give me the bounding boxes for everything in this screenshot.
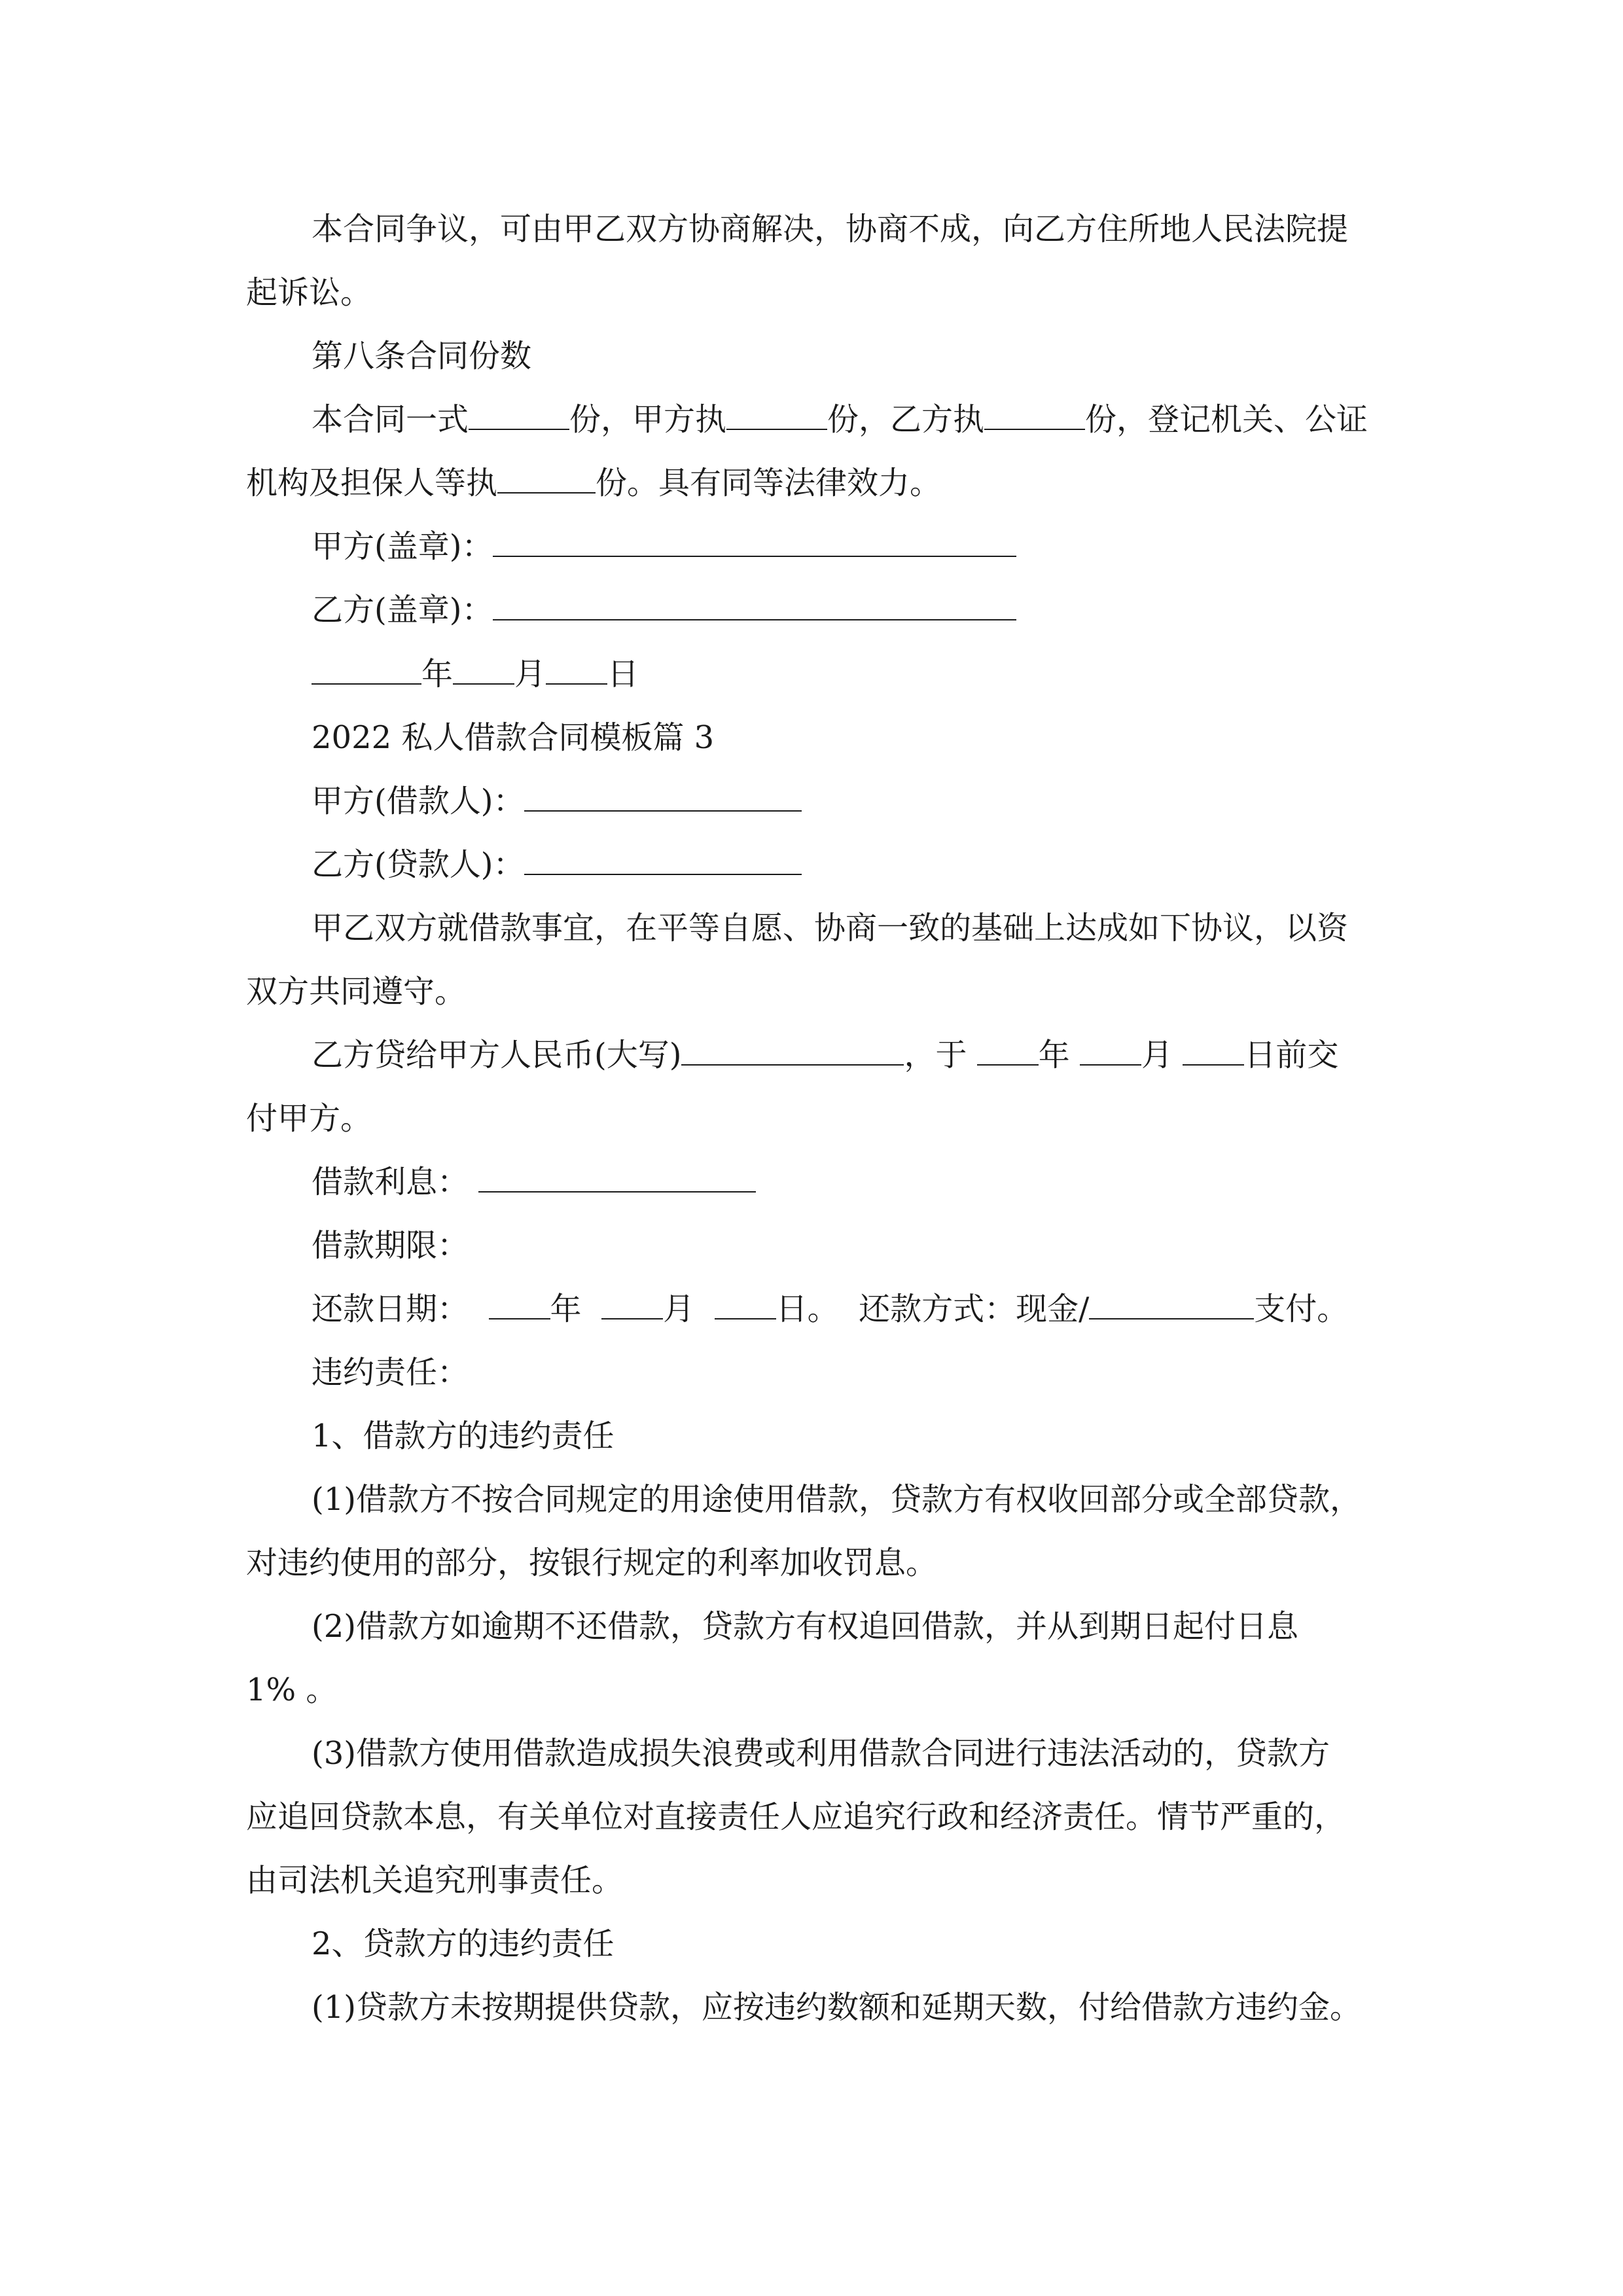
copies-line-1 (312, 400, 1378, 439)
repayment-line (312, 1289, 1378, 1329)
agreement-line-2: 双方共同遵守。 (246, 973, 467, 1010)
agreement-line-1: 甲乙双方就借款事宜，在平等自愿、协商一致的基础上达成如下协议，以资 (312, 910, 1349, 946)
loan-day-label: 日前交 (1244, 1037, 1339, 1073)
loan-amount-blank[interactable] (681, 1035, 904, 1066)
loan-amount-label: 乙方贷给甲方人民币(大写) (312, 1037, 682, 1073)
clause-1-3-line-3: 由司法机关追究刑事责任。 (246, 1862, 624, 1899)
borrower-blank[interactable] (524, 781, 802, 812)
dispute-clause-line-1: 本合同争议，可由甲乙双方协商解决，协商不成，向乙方住所地人民法院提 (312, 211, 1349, 247)
repay-month-blank[interactable] (601, 1289, 663, 1319)
day-blank[interactable] (546, 655, 607, 685)
copies-line-2 (246, 463, 1378, 503)
party-a-seal-label: 甲方(盖章)： (312, 528, 493, 565)
interest-blank[interactable] (478, 1162, 756, 1193)
copies-text-e: 机构及担保人等执 (246, 465, 498, 501)
borrower-breach-title: 1、借款方的违约责任 (312, 1418, 615, 1454)
copies-text-a: 本合同一式 (312, 401, 469, 438)
loan-year-blank[interactable] (977, 1035, 1039, 1066)
year-label: 年 (421, 656, 454, 692)
copies-text-d: 份，登记机关、公证 (1085, 401, 1368, 438)
copies-party-b-blank[interactable] (984, 400, 1085, 430)
loan-amount-line-2: 付甲方。 (246, 1100, 372, 1137)
article-8-title: 第八条合同份数 (312, 338, 532, 374)
loan-month-blank[interactable] (1080, 1035, 1141, 1066)
copies-guarantor-blank[interactable] (497, 463, 596, 493)
lender-label: 乙方(贷款人)： (312, 846, 525, 883)
copies-text-f: 份。具有同等法律效力。 (596, 465, 942, 501)
month-blank[interactable] (453, 655, 514, 685)
copies-party-a-blank[interactable] (726, 400, 827, 430)
lender-breach-title: 2、贷款方的违约责任 (312, 1926, 615, 1962)
copies-total-blank[interactable] (469, 400, 569, 430)
repay-date-label: 还款日期： (312, 1291, 469, 1327)
clause-1-3-line-2: 应追回贷款本息，有关单位对直接责任人应追究行政和经济责任。情节严重的， (246, 1799, 1346, 1835)
loan-year-label: 年 (1038, 1037, 1070, 1073)
section-3-title: 2022 私人借款合同模板篇 3 (312, 719, 715, 756)
loan-day-blank[interactable] (1183, 1035, 1244, 1066)
loan-month-label: 月 (1141, 1037, 1173, 1073)
clause-2-1-line-1: (1)贷款方未按期提供贷款，应按违约数额和延期天数，付给借款方违约金。 (312, 1989, 1361, 2026)
repay-month-label: 月 (663, 1291, 695, 1327)
party-b-seal-blank[interactable] (493, 590, 1016, 620)
party-a-seal-blank[interactable] (493, 527, 1016, 557)
party-a-seal-line (312, 527, 1378, 566)
dispute-clause-line-2: 起诉讼。 (246, 274, 372, 311)
breach-title: 违约责任： (312, 1354, 469, 1391)
repay-year-blank[interactable] (489, 1289, 550, 1319)
lender-blank[interactable] (524, 845, 802, 875)
repay-day-blank[interactable] (715, 1289, 776, 1319)
repay-method-label: 日。 还款方式：现金/ (776, 1291, 1090, 1327)
day-label: 日 (607, 656, 639, 692)
clause-1-1-line-1: (1)借款方不按合同规定的用途使用借款，贷款方有权收回部分或全部贷款， (312, 1481, 1361, 1518)
term-line: 借款期限： (312, 1227, 469, 1264)
loan-on-label: ，于 (904, 1037, 967, 1073)
interest-line (312, 1162, 1378, 1202)
loan-amount-line-1 (312, 1035, 1378, 1075)
copies-text-b: 份，甲方执 (569, 401, 727, 438)
year-blank[interactable] (312, 655, 421, 685)
borrower-label: 甲方(借款人)： (312, 783, 525, 819)
interest-label: 借款利息： (312, 1164, 469, 1200)
clause-1-1-line-2: 对违约使用的部分，按银行规定的利率加收罚息。 (246, 1545, 938, 1581)
clause-1-2-line-2: 1% 。 (246, 1672, 338, 1708)
lender-line (312, 845, 1378, 884)
copies-text-c: 份，乙方执 (827, 401, 985, 438)
repay-year-label: 年 (550, 1291, 582, 1327)
clause-1-3-line-1: (3)借款方使用借款造成损失浪费或利用借款合同进行违法活动的，贷款方 (312, 1735, 1330, 1772)
clause-1-2-line-1: (2)借款方如逾期不还借款，贷款方有权追回借款，并从到期日起付日息 (312, 1608, 1298, 1645)
repay-end-label: 支付。 (1254, 1291, 1349, 1327)
signing-date-line (312, 655, 1378, 694)
party-b-seal-line (312, 590, 1378, 630)
party-b-seal-label: 乙方(盖章)： (312, 592, 493, 628)
month-label: 月 (514, 656, 546, 692)
repay-method-blank[interactable] (1089, 1289, 1254, 1319)
borrower-line (312, 781, 1378, 821)
